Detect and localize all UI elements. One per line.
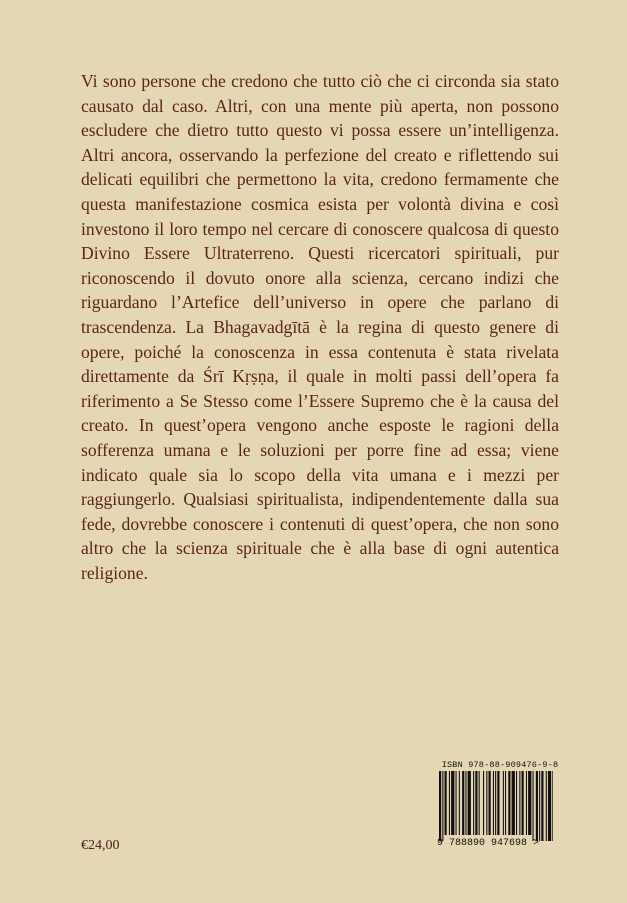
price-label: €24,00 [81, 838, 120, 853]
barcode-icon [439, 771, 553, 841]
blurb-paragraph: Vi sono persone che credono che tutto ciò che ci circonda sia stato causato dal caso. Altri, con una mente più aperta, non possono escludere che dietro tutto questo vi possa essere un’intelligenza. Altri ancora, osservando la perfezione del creato e riflettendo sui delicati equilibri che permettono la vita, credono fermamente che questa manifestazione cosmica esista per volontà divina e così investono il loro tempo nel cercare di conoscere qualcosa di questo Divino Essere Ultraterreno. Questi ricercatori spirituali, pur riconoscendo il dovuto onore alla scienza, cercano indizi che riguardano l’Artefice dell’universo in opere che parlano di trascendenza. La Bhagavadgītā è la regina di questo genere di opere, poiché la conoscenza in essa contenuta è stata rivelata direttamente da Śrī Kṛṣṇa, il quale in molti passi dell’opera fa riferimento a Se Stesso come l’Essere Supremo che è la causa del creato. In quest’opera vengono anche esposte le ragioni della sofferenza umana e le soluzioni per porre fine ad essa; viene indicato quale sia lo scopo della vita umana e i mezzi per raggiungerlo. Qualsiasi spiritualista, indipendentemente dalla sua fede, dovrebbe conoscere i contenuti di quest’opera, che non sono altro che la scienza spirituale che è alla base di ogni autentica religione. [81, 71, 559, 583]
isbn-label: ISBN 978-88-909476-9-8 [441, 760, 559, 770]
isbn-barcode-block [437, 760, 563, 854]
barcode-digits: 9 788890 947698 > [437, 838, 540, 849]
back-cover-blurb [81, 69, 559, 585]
